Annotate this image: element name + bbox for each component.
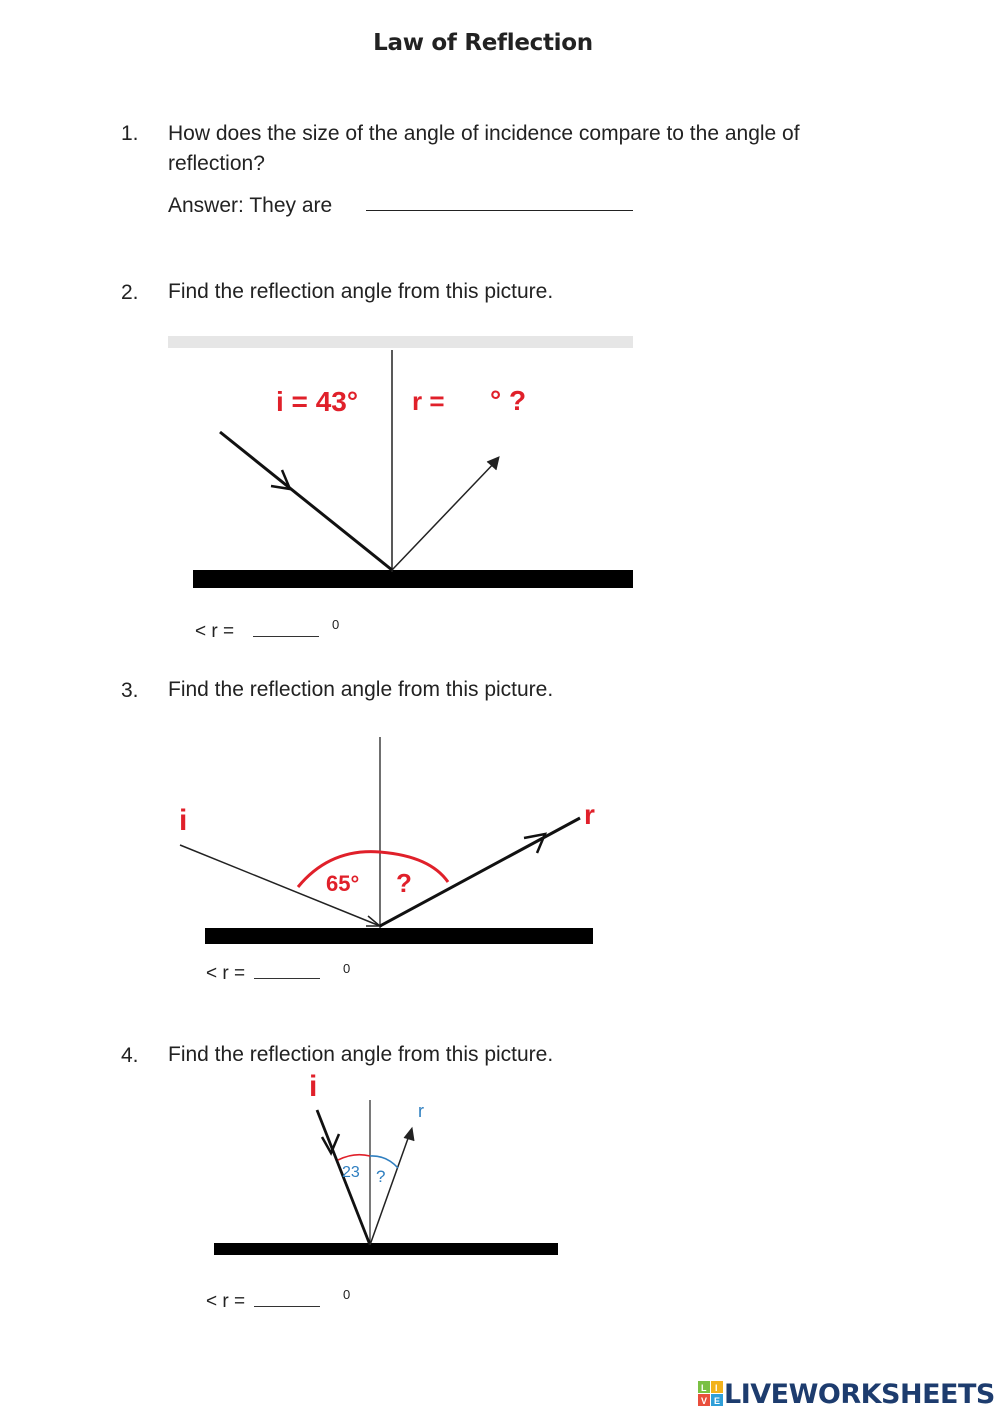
liveworksheets-logo[interactable] — [698, 1376, 995, 1412]
question-2-answer-label: < r = — [195, 621, 235, 642]
question-3-degree: 0 — [343, 961, 351, 976]
diagram-2-mirror — [193, 570, 633, 588]
logo-letter-e: E — [714, 1396, 721, 1406]
diagram-3 — [179, 737, 595, 944]
diagram-4-incident-arc — [338, 1155, 370, 1160]
question-4-number: 4. — [121, 1044, 139, 1067]
question-1-text-line1: How does the size of the angle of incidence compare to the angle of — [168, 122, 800, 145]
logo-letter-i: I — [715, 1383, 718, 1393]
diagram-4-label-r: r — [418, 1101, 424, 1121]
question-3-number: 3. — [121, 679, 139, 702]
question-4-answer-row — [206, 1287, 351, 1313]
diagram-4-angle-given: 23 — [342, 1164, 360, 1181]
liveworksheets-logo-text: LIVEWORKSHEETS — [724, 1378, 995, 1410]
question-2-answer-input[interactable] — [253, 620, 319, 637]
diagram-2 — [168, 336, 633, 588]
question-2-number: 2. — [121, 281, 139, 304]
diagram-4-reflected-arrow — [404, 1128, 414, 1141]
diagram-3-mirror — [205, 928, 593, 944]
question-2-degree: 0 — [332, 617, 340, 632]
diagram-4-mirror — [214, 1243, 558, 1255]
diagram-4 — [214, 1070, 558, 1255]
question-3-answer-row — [206, 961, 351, 985]
diagram-2-label-i: i = 43° — [276, 386, 359, 417]
question-4-answer-input[interactable] — [254, 1290, 320, 1307]
diagram-3-angle-given: 65° — [326, 871, 360, 896]
diagram-4-angle-unknown: ? — [376, 1167, 386, 1186]
diagram-3-angle-unknown: ? — [396, 868, 412, 898]
question-4-text: Find the reflection angle from this picture. — [168, 1043, 554, 1066]
diagram-2-top-bar — [168, 336, 633, 348]
diagram-4-reflected-ray — [370, 1130, 411, 1245]
question-1-number: 1. — [121, 122, 139, 145]
question-3-answer-label: < r = — [206, 963, 246, 984]
diagram-2-label-r: r = — [412, 386, 445, 416]
question-1-answer-prefix: Answer: They are — [168, 194, 333, 217]
logo-letter-v: V — [701, 1396, 708, 1406]
question-4-degree: 0 — [343, 1287, 351, 1302]
question-2-text: Find the reflection angle from this picture. — [168, 280, 554, 303]
diagram-2-label-question: ° ? — [490, 385, 527, 416]
diagram-2-reflected-ray — [392, 459, 498, 570]
diagram-3-label-i: i — [179, 804, 188, 837]
logo-letter-l: L — [701, 1383, 707, 1393]
question-2-answer-row — [195, 617, 340, 643]
page-title: Law of Reflection — [373, 30, 593, 56]
liveworksheets-logo-icon — [698, 1381, 724, 1407]
diagram-3-angle-arc — [298, 852, 448, 887]
diagram-2-incident-ray — [220, 432, 392, 570]
question-1-text-line2: reflection? — [168, 152, 265, 175]
diagram-3-label-r: r — [584, 799, 595, 830]
question-4-answer-label: < r = — [206, 1291, 246, 1312]
question-3-answer-input[interactable] — [254, 962, 320, 979]
question-3-text: Find the reflection angle from this picture. — [168, 678, 554, 701]
diagram-4-label-i: i — [309, 1070, 318, 1103]
